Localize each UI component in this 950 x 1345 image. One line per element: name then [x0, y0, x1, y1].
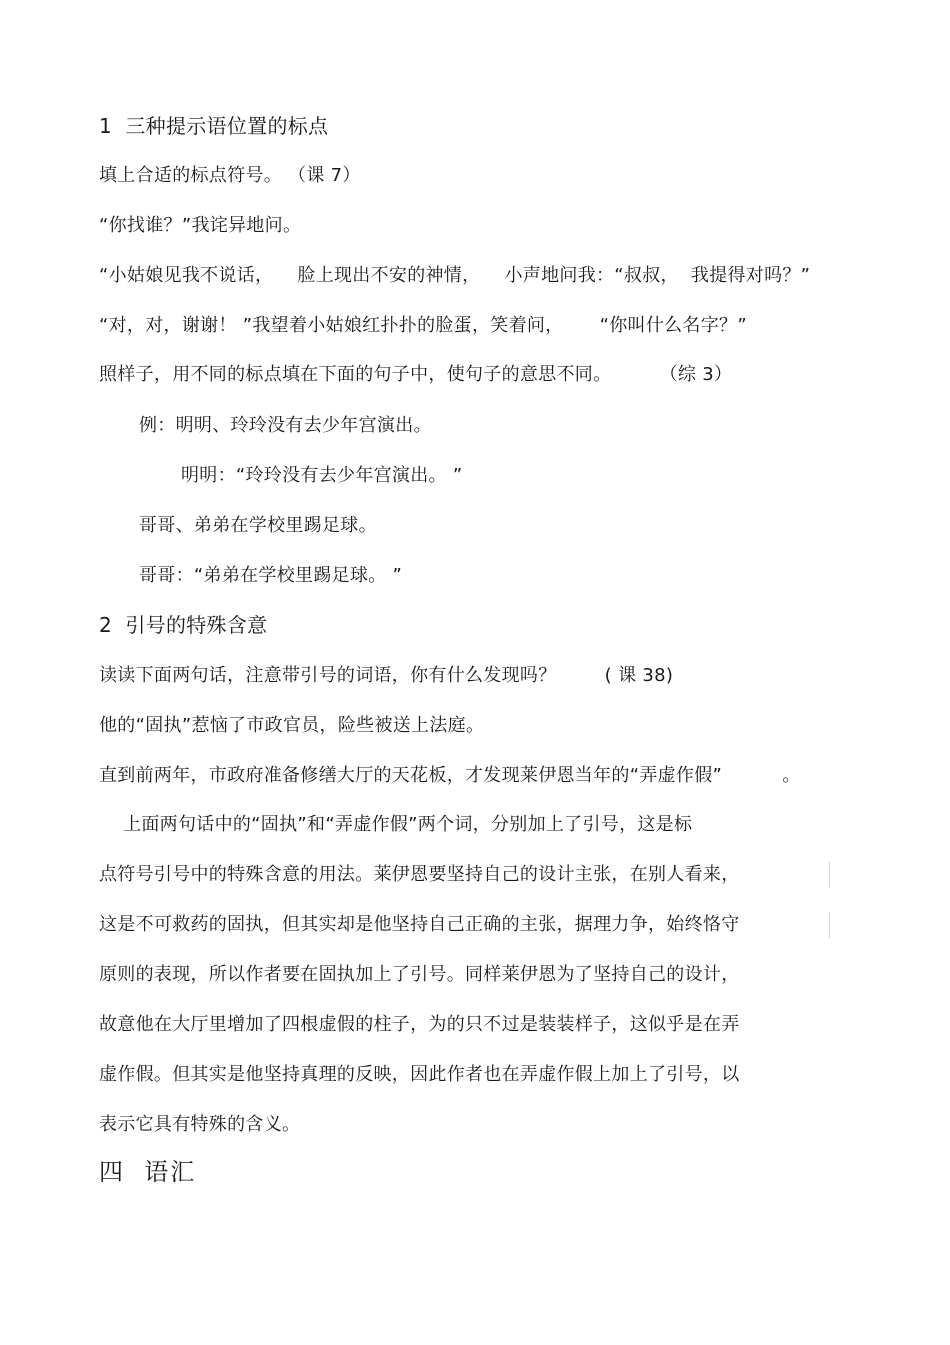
section1-title: 1 三种提示语位置的标点 [99, 114, 329, 138]
sentence-2: “小姑娘见我不说话， 脸上现出不安的神情， 小声地问我：“叔叔， 我提得对吗？” [99, 265, 811, 286]
answer-line-a: 哥哥、弟弟在学校里踢足球。 [139, 515, 377, 536]
exercise-instruction: 照样子，用不同的标点填在下面的句子中，使句子的意思不同。 （综 3） [99, 364, 733, 385]
sentence-3: “对，对，谢谢！ ”我望着小姑娘红扑扑的脸蛋，笑着问， “你叫什么名字？” [99, 315, 747, 336]
quote-sentence-b: 直到前两年，市政府准备修缮大厅的天花板，才发现莱伊恩当年的“弄虚作假” 。 [99, 765, 801, 786]
section4-title: 四 语汇 [99, 1158, 197, 1186]
section1-instruction: 填上合适的标点符号。 （课 7） [99, 165, 361, 186]
explanation-line-1: 上面两句话中的“固执”和“弄虚作假”两个词，分别加上了引号，这是标 [99, 814, 693, 835]
explanation-line-6: 虚作假。但其实是他坚持真理的反映，因此作者也在弄虚作假上加上了引号，以 [99, 1064, 740, 1085]
explanation-line-3: 这是不可救药的固执，但其实却是他坚持自己正确的主张，据理力争，始终恪守 [99, 914, 740, 935]
margin-mark-lower [829, 912, 830, 938]
answer-line-b: 哥哥：“弟弟在学校里踢足球。 ” [139, 565, 403, 586]
example-line-a: 例：明明、玲玲没有去少年宫演出。 [139, 415, 432, 436]
explanation-line-2: 点符号引号中的特殊含意的用法。莱伊恩要坚持自己的设计主张，在别人看来， [99, 864, 740, 885]
margin-mark-upper [829, 862, 830, 888]
explanation-line-5: 故意他在大厅里增加了四根虚假的柱子，为的只不过是装装样子，这似乎是在弄 [99, 1014, 740, 1035]
quote-sentence-a: 他的“固执”惹恼了市政官员，险些被送上法庭。 [99, 715, 485, 736]
explanation-line-4: 原则的表现，所以作者要在固执加上了引号。同样莱伊恩为了坚持自己的设计， [99, 964, 740, 985]
example-line-b: 明明：“玲玲没有去少年宫演出。 ” [181, 465, 463, 486]
section2-title: 2 引号的特殊含意 [99, 613, 268, 637]
section2-instruction: 读读下面两句话，注意带引号的词语，你有什么发现吗？ ( 课 38) [99, 665, 674, 686]
explanation-line-7: 表示它具有特殊的含义。 [99, 1114, 301, 1135]
sentence-1: “你找谁？”我诧异地问。 [99, 215, 302, 236]
